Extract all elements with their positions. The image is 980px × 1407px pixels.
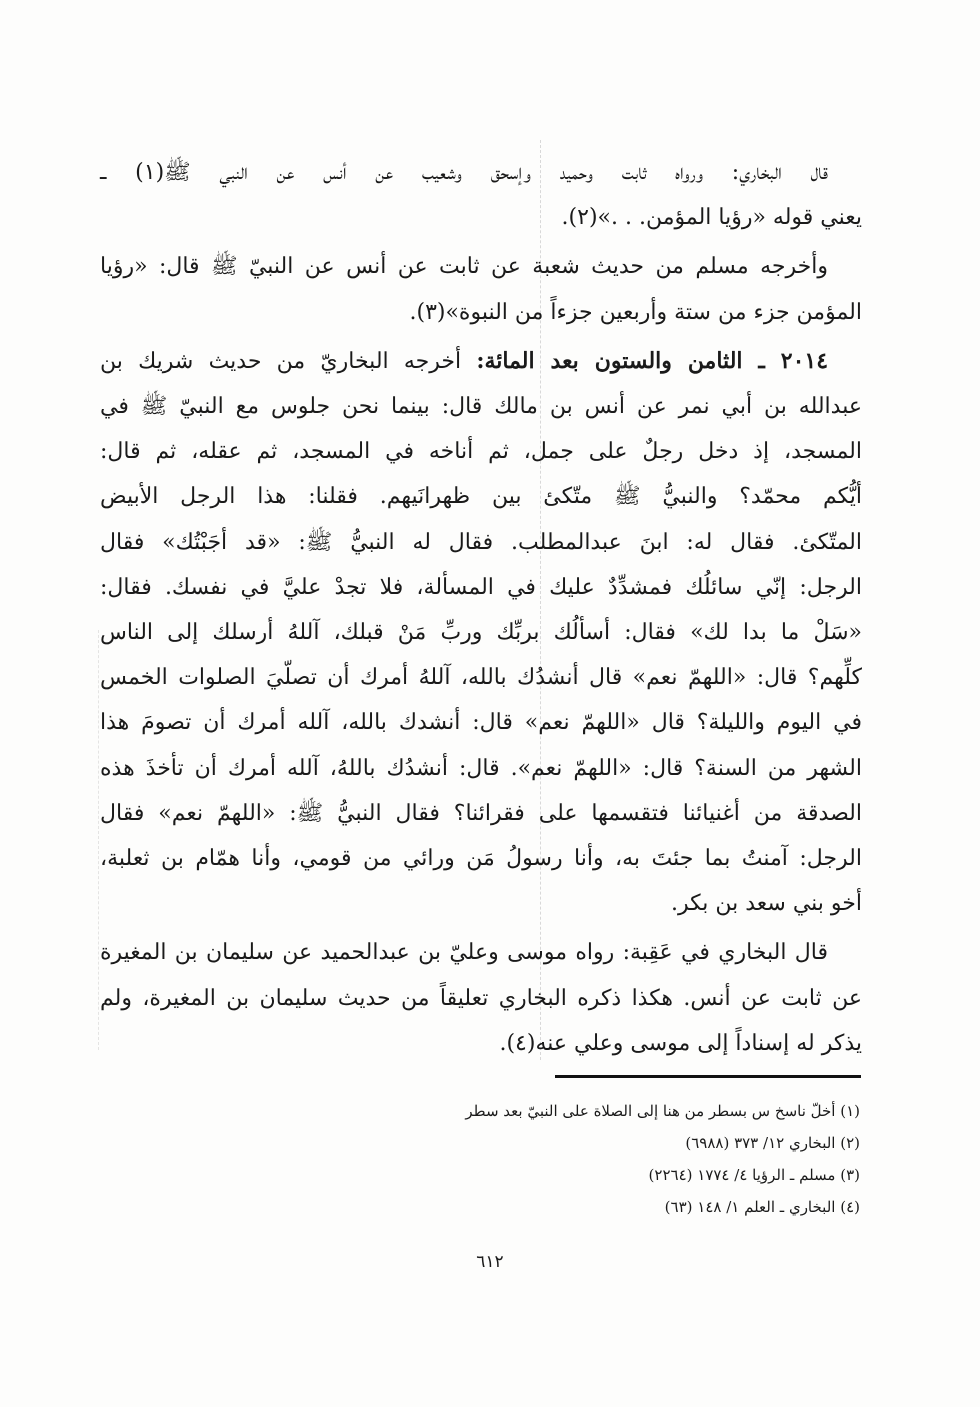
footnote-4: (٤) البخاري ـ العلم ١/ ١٤٨ (٦٣)	[664, 1198, 860, 1216]
hadith-heading: ٢٠١٤ ـ الثامن والستون بعد المائة:	[476, 347, 829, 374]
footnote-1: (١) أخلّ ناسخ س بسطر من هنا إلى الصلاة على النبيّ بعد سطر	[465, 1102, 860, 1120]
text-line: يعني قوله «رؤيا المؤمن. . .»(٢).	[561, 205, 862, 231]
text-line: عن ثابت عن أنس. هكذا ذكره البخاري تعليقاً من حديث سليمان بن المغيرة، ولم	[100, 985, 862, 1011]
footnote-separator	[555, 1075, 861, 1078]
text-line: عبدالله بن أبي نمر عن أنس بن مالك قال: بينما نحن جلوس مع النبيّ ﷺ في	[100, 394, 862, 420]
text-line: في اليوم والليلة؟ قال «اللهمّ نعم» قال: أنشدك بالله، آلله أمرك أن تصومَ هذا	[100, 710, 862, 736]
text-line: «سَلْ ما بدا لك» فقال: أسألُك بربِّك وربِّ مَنْ قبلك، آللهُ أرسلك إلى الناس	[100, 620, 862, 646]
text-fragment: أخرجه البخاريّ من حديث شريك بن	[100, 348, 477, 374]
text-line: قال البخاري في عَقِبة: رواه موسى وعليّ بن عبدالحميد عن سليمان بن المغيرة	[100, 940, 828, 966]
text-line: وأخرجه مسلم من حديث شعبة عن ثابت عن أنس عن النبيّ ﷺ قال: «رؤيا	[100, 254, 828, 280]
text-line: يذكر له إسناداً إلى موسى وعلي عنه(٤).	[499, 1030, 862, 1056]
text-line: المؤمن جزء من ستة وأربعين جزءاً من النبوة»(٣).	[409, 299, 862, 325]
paragraph-2	[100, 244, 862, 334]
paragraph-4	[100, 930, 862, 1066]
text-line-heading	[100, 339, 862, 384]
footnote-3: (٣) مسلم ـ الرؤيا ٤/ ١٧٧٤ (٢٢٦٤)	[648, 1166, 860, 1184]
text-line: أيُّكم محمّد؟ والنبيُّ ﷺ متّكئ بين ظهرانَيهم. فقلنا: هذا الرجل الأبيض	[100, 484, 862, 510]
text-line: قال البخاري: ورواه ثابت وحميد وإسحق وشعيب عن أنس عن النبي ﷺ(١) ـ	[100, 160, 828, 185]
text-line: الصدقة من أغنيائنا فتقسمها على فقرائنا؟ فقال النبيُّ ﷺ: «اللهمّ نعم» فقال	[100, 800, 862, 826]
main-text	[100, 150, 862, 1066]
footnotes	[300, 1095, 860, 1223]
text-line: المتّكئ. فقال له: ابنَ عبدالمطلب. فقال له النبيُّ ﷺ: «قد أجَبْتُك» فقال	[100, 529, 862, 555]
footnote-2: (٢) البخاري ١٢/ ٣٧٣ (٦٩٨٨)	[685, 1134, 860, 1152]
text-line: الرجل: آمنتُ بما جئتَ به، وأنا رسولُ مَن ورائي من قومي، وأنا همّام بن ثعلبة،	[100, 846, 862, 872]
scan-edge-line	[98, 630, 99, 1050]
text-line: كلِّهم؟ قال: «اللهمّ نعم» قال أنشدُك بالله، آللهُ أمرك أن تصلّيَ الصلوات الخمس	[100, 665, 862, 691]
text-line: المسجد، إذ دخل رجلٌ على جمل، ثم أناخه في المسجد، ثم عقله، ثم قال:	[100, 439, 862, 465]
page-number: ٦١٢	[476, 1252, 504, 1272]
text-line: الشهر من السنة؟ قال: «اللهمّ نعم». قال: أنشدُك باللهُ، آلله أمرك أن تأخذَ هذه	[100, 755, 862, 781]
text-line: الرجل: إنّي سائلُك فمشدِّدٌ عليك في المسألة، فلا تجدْ عليَّ في نفسك. فقال:	[100, 574, 862, 600]
paragraph-1	[100, 150, 862, 240]
text-line: أخو بني سعد بن بكر.	[670, 891, 862, 917]
paragraph-hadith-2014	[100, 339, 862, 927]
